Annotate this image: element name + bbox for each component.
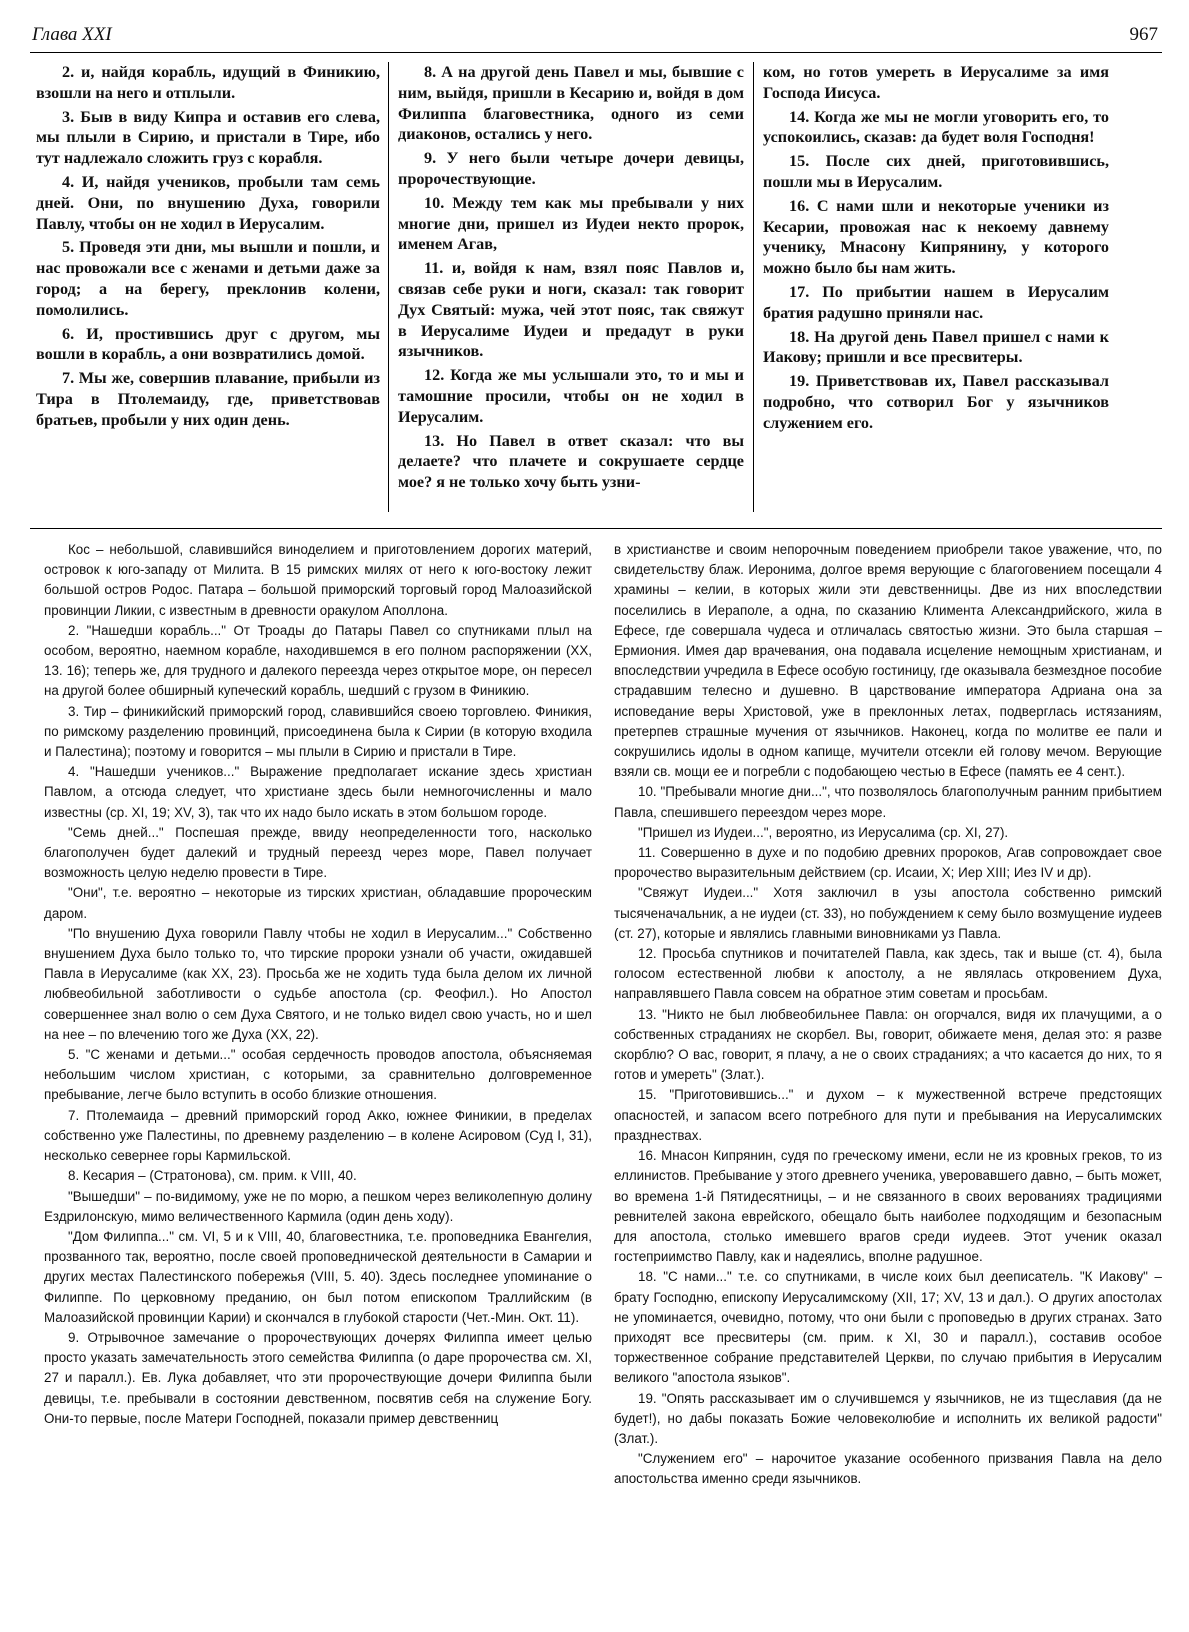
- verse-14: 14. Когда же мы не могли уговорить его, то успокоились, сказав: да будет воля Господня!: [763, 107, 1109, 147]
- note-4-they: "Они", т.е. вероятно – некоторые из тирских христиан, обладавшие пророческим даром.: [44, 885, 592, 921]
- verse-3: 3. Быв в виду Кипра и оставив его слева, мы плыли в Сирию, и пристали в Тире, ибо тут надлежало сложить груз с корабля.: [36, 107, 380, 168]
- note-4-seven-days: "Семь дней..." Поспешая прежде, ввиду неопределенности того, насколько благополучен будет далекий и трудный переезд через море, Павел получает возможность целую неделю провести в Тире.: [44, 824, 592, 881]
- commentary: [44, 540, 1164, 1620]
- verse-16: 16. С нами шли и некоторые ученики из Кесарии, провожая нас к некоему давнему ученику, Мнасону Кипрянину, у которого можно было бы нам жить.: [763, 196, 1109, 278]
- note-11: 11. Совершенно в духе и по подобию древних пророков, Агав сопровождает свое пророчество выразительным действием (ср. Исаии, Х; Иер XIII; Иез IV и др).: [614, 845, 1162, 881]
- note-12: 12. Просьба спутников и почитателей Павла, как здесь, так и выше (ст. 4), была голосом естественной любви к апостолу, а не являлась откровением Духа, направлявшего Павла совсем на обратное этим советам и просьбам.: [614, 946, 1162, 1002]
- verse-11: 11. и, войдя к нам, взял пояс Павлов и, связав себе руки и ноги, сказал: так говорит Дух Святый: мужа, чей этот пояс, так свяжут в Иерусалиме Иудеи и предадут в руки язычников.: [398, 259, 744, 361]
- note-kos: Кос – небольшой, славившийся виноделием и приготовлением дорогих материй, островок к юго-западу от Милита. В 15 римских милях от него к юго-востоку лежит большой остров Родос. Патара – большой приморский торговый город Малоазийской провинции Ликии, с известным в древности оракулом Аполлона.: [44, 542, 592, 618]
- verse-13: 13. Но Павел в ответ сказал: что вы делаете? что плачете и сокрушаете сердце мое? я не только хочу быть узни-: [398, 431, 744, 492]
- verse-9: 9. У него были четыре дочери девицы, пророчествующие.: [398, 149, 744, 188]
- note-8-house: "Дом Филиппа..." см. VI, 5 и к VIII, 40, благовестника, т.е. проповедника Евангелия, прозванного так, вероятно, после своей проповеднической деятельности в Самарии и других местах Палестинского побережья (VIII, 5. 40). Здесь последнее упоминание о Филиппе. По церковному преданию, он был потом епископом Траллийским (в Малоазийской провинции Карии) и скончался в глубокой старости (Чет.-Мин. Окт. 11).: [44, 1228, 592, 1325]
- note-19: 19. "Опять рассказывает им о случившемся у язычников, не из тщеславия (да не будет!), но дабы показать Божие человеколюбие и исполнить их великой радости" (Злат.).: [614, 1390, 1162, 1446]
- verse-5: 5. Проведя эти дни, мы вышли и пошли, и нас провожали все с женами и детьми даже за город; а на берегу, преклонив колени, помолились.: [36, 238, 380, 319]
- note-11-bind: "Свяжут Иудеи..." Хотя заключил в узы апостола собственно римский тысяченачальник, а не иудеи (ст. 33), но побуждением к сему было возмущение иудеев (ст. 27), которые и являлись главными виновниками уз Павла.: [614, 885, 1162, 941]
- commentary-column-right: [614, 540, 1162, 1620]
- note-16: 16. Мнасон Кипрянин, судя по греческому имени, если не из кровных греков, то из еллинистов. Пребывание у этого древнего ученика, уверовавшего давно, – быть может, во времена 1-й Пятидесятницы, – и не связанного в своих верованиях традициями ревнителей закона еврейского, обещало быть наиболее подходящим и безопасным для апостола, столько имевшего врагов среди иудеев. Этот ученик оказал гостеприимство Павлу, как и надеялись, вполне радушное.: [614, 1148, 1162, 1265]
- verse-7: 7. Мы же, совершив плавание, прибыли из Тира в Птолемаиду, где, приветствовав братьев, пробыли у них один день.: [36, 369, 380, 429]
- verse-10: 10. Между тем как мы пребывали у них многие дни, пришел из Иудеи некто пророк, именем Агав,: [398, 193, 744, 254]
- verse-15: 15. После сих дней, приготовившись, пошли мы в Иерусалим.: [763, 152, 1109, 191]
- page-header: [30, 18, 1162, 53]
- verse-19: 19. Приветствовав их, Павел рассказывал подробно, что сотворил Бог у язычников служением его.: [763, 372, 1109, 432]
- note-2: 2. "Нашедши корабль..." От Троады до Патары Павел со спутниками плыл на особом, вероятно, наемном корабле, находившемся в его полном распоряжении (XX, 13. 16); теперь же, для трудного и далекого переезда через открытое море, он пересел на другой более обширный купеческий корабль, шедший с грузом в Финикию.: [44, 622, 592, 699]
- note-7: 7. Птолемаида – древний приморский город Акко, южнее Финикии, в пределах собственно уже Палестины, по древнему разделению – в колене Асировом (Суд I, 31), несколько севернее горы Кармильской.: [44, 1107, 592, 1164]
- note-9: 9. Отрывочное замечание о пророчествующих дочерях Филиппа имеет целью просто указать замечательность этого семейства Филиппа (о даре пророчества см. XI, 27 и паралл.). Ев. Лука добавляет, что эти пророчествующие дочери Филиппа были девицы, т.е. пребывали в состоянии девственном, посвятив себя на служение Богу. Они-то первые, после Матери Господней, показали пример девственниц: [44, 1329, 592, 1426]
- column-divider: [388, 62, 389, 512]
- verse-17: 17. По прибытии нашем в Иерусалим братия радушно приняли нас.: [763, 282, 1109, 322]
- note-5: 5. "С женами и детьми..." особая сердечность проводов апостола, объясняемая небольшим числом христиан, с которыми, за сравнительно долговременное пребывание, легче было вступить в особо близкие отношения.: [44, 1047, 592, 1103]
- note-4: 4. "Нашедши учеников..." Выражение предполагает искание здесь христиан Павлом, а отсюда следует, что христиане здесь были немногочисленны и мало известны (ср. XI, 19; XV, 3), так что их надо было искать в этом большом городе.: [44, 764, 592, 820]
- note-18: 18. "С нами..." т.е. со спутниками, в числе коих был дееписатель. "К Иакову" – брату Господню, епископу Иерусалимскому (XII, 17; XV, 13 и дал.). О других апостолах не упоминается, очевидно, потому, что они были с проповедью в других странах. Зато приходят все пресвитеры (см. прим. к XI, 30 и паралл.), составив особое торжественное собрание представителей Церкви, по случаю прибытия в Иерусалим великого "апостола языков".: [614, 1269, 1162, 1386]
- note-10-judea: "Пришел из Иудеи...", вероятно, из Иерусалима (ср. XI, 27).: [638, 824, 1009, 840]
- verse-column-3: [763, 62, 1109, 512]
- verse-4: 4. И, найдя учеников, пробыли там семь дней. Они, по внушению Духа, говорили Павлу, чтобы он не ходил в Иерусалим.: [36, 172, 380, 233]
- verse-6: 6. И, простившись друг с другом, мы вошли в корабль, а они возвратились домой.: [36, 324, 380, 364]
- verse-13-continued: ком, но готов умереть в Иерусалиме за имя Господа Иисуса.: [763, 63, 1109, 102]
- note-10: 10. "Пребывали многие дни...", что позволялось благополучным ранним прибытием Павла, спешившего переездом через море.: [614, 784, 1162, 820]
- scripture-text: [30, 62, 1162, 512]
- note-9-continued: в христианстве и своим непорочным поведением приобрели такое уважение, что, по свидетельству блаж. Иеронима, долгое время верующие с благоговением посещали 4 храмины – келии, в которых жили эти девственницы. Две из них впоследствии поселились в Иераполе, а одна, по сказанию Климента Александрийского, жила в Ефесе, где совершала чудеса и отличалась святостью жизни. Это была старшая – Ермиония. Имея дар врачевания, она подавала исцеление немощным христианам, и впоследствии учредила в Ефесе особую гостиницу, где оказывала безмездное пособие страдавшим телесно и душевно. В царствование императора Адриана она за исповедание веры Христовой, уже в преклонных летах, подверглась истязаниям, претерпев страшные мучения от язычников. Наконец, когда по молитве ее пали и сокрушились идолы в одном капище, мучители отсекли ей голову мечом. Верующие взяли св. мощи ее и погребли с подобающею честью в Ефесе (память ее 4 сент.).: [614, 542, 1162, 780]
- page-number: 967: [1129, 24, 1158, 45]
- chapter-title: Глава XXI: [32, 24, 112, 45]
- verse-column-2: [398, 62, 744, 512]
- note-4-spirit: "По внушению Духа говорили Павлу чтобы не ходил в Иерусалим..." Собственно внушением Духа было только то, что тирские пророки узнали об участи, ожидавшей Павла в Иерусалиме (как XX, 23). Просьба же не ходить туда была делом их личной любвеобильной заботливости о судьбе апостола (ср. Феофил.). Но Апостол совершеннее знал волю о сем Духа Святого, и не только видел свою участь, но и шел на нее – по влечению того же Духа (XX, 22).: [44, 925, 592, 1042]
- verse-8: 8. А на другой день Павел и мы, бывшие с ним, выйдя, пришли в Кесарию и, войдя в дом Филиппа благовестника, одного из семи диаконов, остались у него.: [398, 63, 744, 144]
- note-19-ministry: "Служением его" – нарочитое указание особенного призвания Павла на дело апостольства именно среди язычников.: [614, 1451, 1162, 1487]
- note-8: 8. Кесария – (Стратонова), см. прим. к VIII, 40.: [68, 1168, 357, 1184]
- note-13: 13. "Никто не был любвеобильнее Павла: он огорчался, видя их плачущими, а о собственных страданиях не скорбел. Вы, говорит, обижаете меня, делая это: я разве скорблю? О вас, говорит, я плачу, а не о своих страданиях; а что касается до них, то я готов и умереть" (Злат.).: [614, 1006, 1162, 1083]
- verse-18: 18. На другой день Павел пришел с нами к Иакову; пришли и все пресвитеры.: [763, 327, 1109, 367]
- section-rule: [30, 528, 1162, 529]
- note-15: 15. "Приготовившись..." и духом – к мужественной встрече предстоящих опасностей, и запасом всего потребного для пути и пребывания на Иерусалимских празднествах.: [614, 1087, 1162, 1143]
- note-8-departed: "Вышедши" – по-видимому, уже не по морю, а пешком через великолепную долину Ездрилонскую, мимо величественного Кармила (один день ходу).: [44, 1188, 592, 1224]
- verse-12: 12. Когда же мы услышали это, то и мы и тамошние просили, чтобы он не ходил в Иерусалим.: [398, 366, 744, 426]
- verse-2: 2. и, найдя корабль, идущий в Финикию, взошли на него и отплыли.: [36, 63, 380, 102]
- commentary-column-left: [44, 540, 592, 1620]
- column-divider: [753, 62, 754, 512]
- note-3: 3. Тир – финикийский приморский город, славившийся своею торговлею. Финикия, по римскому разделению провинций, присоединена была к Сирии (в которую входила и Палестина); поэтому и говорится – мы плыли в Сирию и пристали в Тире.: [44, 703, 592, 760]
- verse-column-1: [36, 62, 380, 512]
